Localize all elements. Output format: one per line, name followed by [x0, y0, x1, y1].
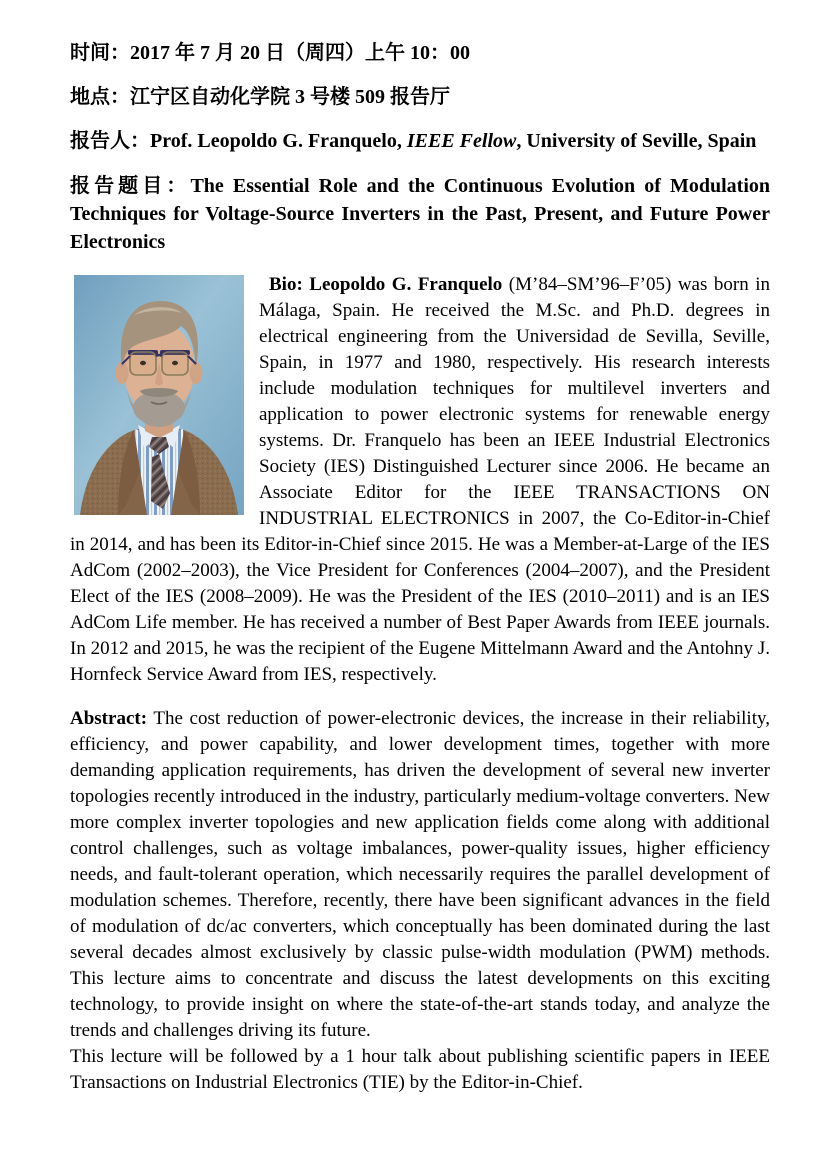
bio-text: (M’84–SM’96–F’05) was born in Málaga, Spain. He received the M.Sc. and Ph.D. degrees in electrical engineering from the Universidad de Sevilla, Seville, Spain, in 1977 and 1980, respectively. His research interests include modulation techniques for multilevel inverters and application to power electronic systems for renewable energy systems. Dr. Franquelo has been an IEEE Industrial Electronics Society (IES) Distinguished Lecturer since 2006. He became an Associate Editor for the IEEE TRANSACTIONS ON INDUSTRIAL ELECTRONICS in 2007, the Co-Editor-in-Chief in 2014, and has been its Editor-in-Chief since 2015. He was a Member-at-Large of the IES AdCom (2002–2003), the Vice President for Conferences (2004–2007), and the President Elect of the IES (2008–2009). He was the President of the IES (2010–2011) and is an IES AdCom Life member. He has received a number of Best Paper Awards from IEEE journals. In 2012 and 2015, he was the recipient of the Eugene Mittelmann Award and the Antohny J. Hornfeck Service Award from IES, respectively.: [70, 274, 770, 685]
meta-speaker: [70, 128, 770, 154]
meta-time: [70, 40, 770, 66]
abstract-text: The cost reduction of power-electronic devices, the increase in their reliability, efficiency, and power capability, and lower development times, together with more demanding application requirements, has driven the development of several new inverter topologies recently introduced in the industry, particularly medium-voltage converters. New more complex inverter topologies and new application fields come along with additional control challenges, such as voltage imbalances, power-quality issues, higher efficiency needs, and fault-tolerant operation, which necessarily requires the parallel development of modulation schemes. Therefore, recently, there have been significant advances in the field of modulation of dc/ac converters, which conceptually has been dominated during the last several decades almost exclusively by classic pulse-width modulation (PWM) methods. This lecture aims to concentrate and discuss the latest developments on this exciting technology, to provide insight on where the state-of-the-art stands today, and analyze the trends and challenges driving its future.: [70, 708, 770, 1041]
abstract-heading: Abstract:: [70, 708, 148, 729]
time-value: 2017 年 7 月 20 日（周四）上午 10：00: [130, 42, 470, 64]
venue-value: 江宁区自动化学院 3 号楼 509 报告厅: [130, 86, 450, 108]
bio-paragraph: [70, 272, 770, 688]
meta-venue: [70, 84, 770, 110]
speaker-name: Prof. Leopoldo G. Franquelo,: [150, 130, 407, 152]
time-label: 时间：: [70, 42, 130, 64]
speaker-fellow: IEEE Fellow: [406, 130, 517, 152]
abstract-paragraph: [70, 706, 770, 1044]
bio-speaker-name: Leopoldo G. Franquelo: [309, 274, 503, 295]
venue-label: 地点：: [70, 86, 130, 108]
speaker-photo: [74, 275, 244, 515]
followup-paragraph: This lecture will be followed by a 1 hour talk about publishing scientific papers in IEEE Transactions on Industrial Electronics (TIE) by the Editor-in-Chief.: [70, 1046, 770, 1093]
title-text: The Essential Role and the Continuous Evolution of Modulation Techniques for Voltage-Source Inverters in the Past, Present, and Future Power Electronics: [70, 175, 770, 253]
title-label: 报告题目：: [70, 175, 191, 197]
bio-heading: Bio:: [269, 274, 303, 295]
lecture-title: [70, 172, 770, 256]
speaker-affiliation: , University of Seville, Spain: [516, 130, 757, 152]
portrait-illustration: [74, 275, 244, 515]
speaker-label: 报告人：: [70, 130, 150, 152]
